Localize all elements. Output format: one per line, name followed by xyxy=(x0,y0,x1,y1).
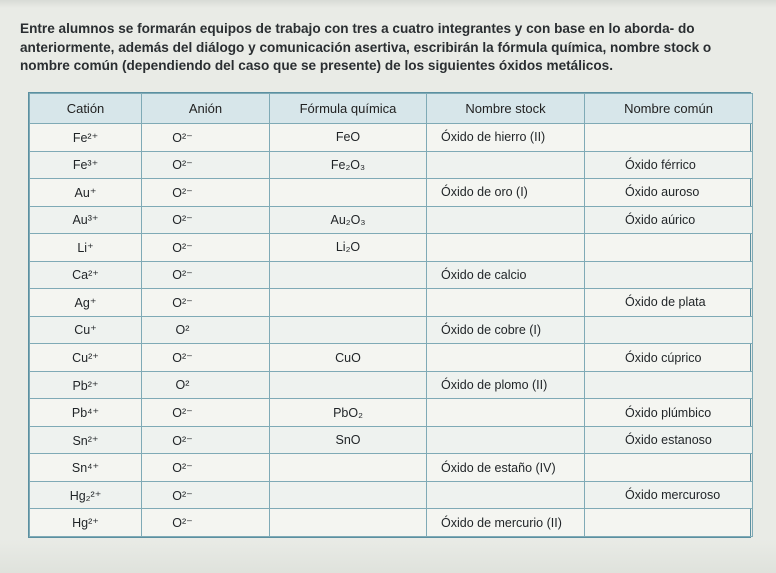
anion-cell: O²⁻ xyxy=(142,481,270,509)
stock-name-cell xyxy=(427,426,585,454)
table-row xyxy=(30,481,753,509)
cation-cell: Au⁺ xyxy=(30,179,142,207)
table-row xyxy=(30,206,753,234)
table-row xyxy=(30,399,753,427)
anion-cell: O² xyxy=(142,371,270,399)
anion-cell: O²⁻ xyxy=(142,289,270,317)
stock-name-cell: Óxido de mercurio (II) xyxy=(427,509,585,537)
common-name-cell: Óxido mercuroso xyxy=(585,481,753,509)
table-row xyxy=(30,151,753,179)
anion-cell: O²⁻ xyxy=(142,206,270,234)
header-cation: Catión xyxy=(30,94,142,124)
cation-cell: Fe²⁺ xyxy=(30,124,142,152)
cation-cell: Cu²⁺ xyxy=(30,344,142,372)
common-name-cell xyxy=(585,124,753,152)
formula-cell xyxy=(270,261,427,289)
table-row xyxy=(30,509,753,537)
formula-cell: SnO xyxy=(270,426,427,454)
table-header-row xyxy=(30,94,753,124)
page-bottom-edge xyxy=(0,539,776,573)
common-name-cell xyxy=(585,234,753,262)
oxides-table-container xyxy=(28,92,751,538)
table-row xyxy=(30,371,753,399)
cation-cell: Pb²⁺ xyxy=(30,371,142,399)
cation-cell: Li⁺ xyxy=(30,234,142,262)
header-stock-name: Nombre stock xyxy=(427,94,585,124)
cation-cell: Sn²⁺ xyxy=(30,426,142,454)
stock-name-cell xyxy=(427,289,585,317)
anion-cell: O²⁻ xyxy=(142,509,270,537)
page-top-edge xyxy=(0,0,776,8)
table-row xyxy=(30,454,753,482)
formula-cell: FeO xyxy=(270,124,427,152)
common-name-cell xyxy=(585,509,753,537)
stock-name-cell: Óxido de hierro (II) xyxy=(427,124,585,152)
cation-cell: Pb⁴⁺ xyxy=(30,399,142,427)
anion-cell: O²⁻ xyxy=(142,179,270,207)
table-row xyxy=(30,316,753,344)
anion-cell: O² xyxy=(142,316,270,344)
stock-name-cell xyxy=(427,234,585,262)
cation-cell: Cu⁺ xyxy=(30,316,142,344)
anion-cell: O²⁻ xyxy=(142,261,270,289)
common-name-cell xyxy=(585,316,753,344)
table-row xyxy=(30,426,753,454)
stock-name-cell xyxy=(427,206,585,234)
oxides-table xyxy=(29,93,753,537)
header-formula: Fórmula química xyxy=(270,94,427,124)
stock-name-cell: Óxido de cobre (I) xyxy=(427,316,585,344)
table-row xyxy=(30,124,753,152)
formula-cell: Li₂O xyxy=(270,234,427,262)
common-name-cell: Óxido de plata xyxy=(585,289,753,317)
stock-name-cell: Óxido de estaño (IV) xyxy=(427,454,585,482)
anion-cell: O²⁻ xyxy=(142,399,270,427)
common-name-cell: Óxido aúrico xyxy=(585,206,753,234)
table-row xyxy=(30,179,753,207)
anion-cell: O²⁻ xyxy=(142,124,270,152)
stock-name-cell: Óxido de calcio xyxy=(427,261,585,289)
table-row xyxy=(30,261,753,289)
formula-cell: CuO xyxy=(270,344,427,372)
formula-cell xyxy=(270,289,427,317)
anion-cell: O²⁻ xyxy=(142,344,270,372)
formula-cell xyxy=(270,316,427,344)
common-name-cell xyxy=(585,454,753,482)
formula-cell xyxy=(270,454,427,482)
stock-name-cell: Óxido de oro (I) xyxy=(427,179,585,207)
common-name-cell: Óxido estanoso xyxy=(585,426,753,454)
table-row xyxy=(30,289,753,317)
table-row xyxy=(30,344,753,372)
formula-cell xyxy=(270,509,427,537)
stock-name-cell xyxy=(427,481,585,509)
formula-cell: PbO₂ xyxy=(270,399,427,427)
stock-name-cell xyxy=(427,344,585,372)
formula-cell xyxy=(270,179,427,207)
anion-cell: O²⁻ xyxy=(142,426,270,454)
stock-name-cell xyxy=(427,399,585,427)
common-name-cell: Óxido férrico xyxy=(585,151,753,179)
formula-cell xyxy=(270,371,427,399)
header-anion: Anión xyxy=(142,94,270,124)
cation-cell: Fe³⁺ xyxy=(30,151,142,179)
table-body xyxy=(30,124,753,537)
table-row xyxy=(30,234,753,262)
anion-cell: O²⁻ xyxy=(142,454,270,482)
anion-cell: O²⁻ xyxy=(142,151,270,179)
common-name-cell xyxy=(585,371,753,399)
common-name-cell xyxy=(585,261,753,289)
stock-name-cell xyxy=(427,151,585,179)
cation-cell: Hg²⁺ xyxy=(30,509,142,537)
cation-cell: Au³⁺ xyxy=(30,206,142,234)
cation-cell: Hg₂²⁺ xyxy=(30,481,142,509)
common-name-cell: Óxido cúprico xyxy=(585,344,753,372)
formula-cell: Fe₂O₃ xyxy=(270,151,427,179)
cation-cell: Sn⁴⁺ xyxy=(30,454,142,482)
header-common-name: Nombre común xyxy=(585,94,753,124)
cation-cell: Ag⁺ xyxy=(30,289,142,317)
instructions-paragraph: Entre alumnos se formarán equipos de trabajo con tres a cuatro integrantes y con base en lo aborda- do anteriormente, además del diálogo y comunicación asertiva, escribirán la fórmula química, nombre stock o nombre común (dependiendo del caso que se presente) de los siguientes óxidos metálicos. xyxy=(20,21,712,73)
formula-cell: Au₂O₃ xyxy=(270,206,427,234)
formula-cell xyxy=(270,481,427,509)
stock-name-cell: Óxido de plomo (II) xyxy=(427,371,585,399)
anion-cell: O²⁻ xyxy=(142,234,270,262)
cation-cell: Ca²⁺ xyxy=(30,261,142,289)
common-name-cell: Óxido auroso xyxy=(585,179,753,207)
common-name-cell: Óxido plúmbico xyxy=(585,399,753,427)
